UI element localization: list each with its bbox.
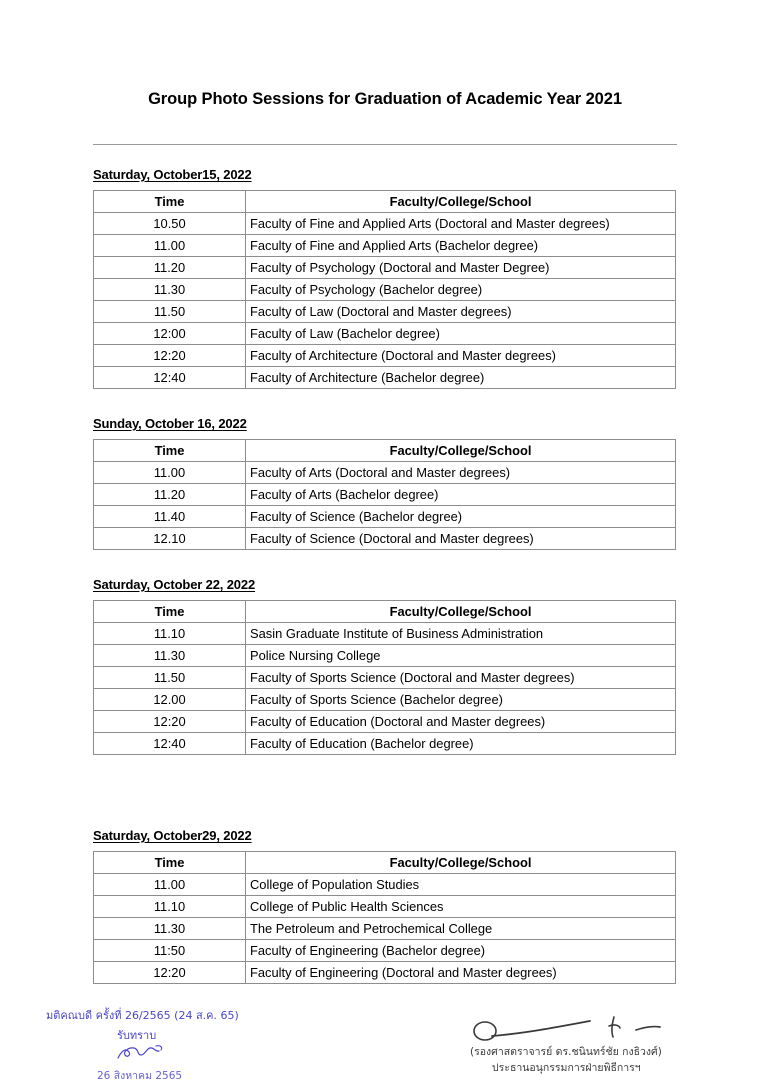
- cell-time: 11:50: [94, 940, 246, 962]
- cell-time: 11.30: [94, 279, 246, 301]
- table-row: [94, 367, 676, 389]
- table-row: [94, 323, 676, 345]
- cell-faculty: Faculty of Architecture (Bachelor degree): [246, 367, 676, 389]
- cell-faculty: Faculty of Architecture (Doctoral and Master degrees): [246, 345, 676, 367]
- schedule-section: [93, 167, 677, 389]
- table-row: [94, 257, 676, 279]
- table-header-row: [94, 440, 676, 462]
- schedule-table: [93, 600, 676, 755]
- cell-time: 12:20: [94, 711, 246, 733]
- schedule-table: [93, 851, 676, 984]
- table-row: [94, 462, 676, 484]
- table-row: [94, 667, 676, 689]
- minutes-reference-note: มติคณบดี ครั้งที่ 26/2565 (24 ส.ค. 65): [46, 1009, 239, 1022]
- chairperson-signature-icon: [468, 1014, 668, 1046]
- column-header-faculty: Faculty/College/School: [246, 440, 676, 462]
- page-title: Group Photo Sessions for Graduation of Academic Year 2021: [148, 90, 622, 108]
- table-row: [94, 711, 676, 733]
- cell-time: 12:40: [94, 733, 246, 755]
- table-row: [94, 484, 676, 506]
- cell-time: 11.00: [94, 874, 246, 896]
- cell-time: 12:40: [94, 367, 246, 389]
- cell-faculty: Faculty of Psychology (Bachelor degree): [246, 279, 676, 301]
- section-date-heading: Saturday, October15, 2022: [93, 167, 252, 182]
- acknowledgement-note: รับทราบ: [117, 1029, 157, 1042]
- cell-time: 10.50: [94, 213, 246, 235]
- signature-name-label: (รองศาสตราจารย์ ดร.ชนินทร์ชัย กงธิวงศ์): [470, 1046, 662, 1058]
- cell-time: 12:20: [94, 962, 246, 984]
- table-row: [94, 940, 676, 962]
- cell-faculty: Faculty of Science (Doctoral and Master degrees): [246, 528, 676, 550]
- table-row: [94, 918, 676, 940]
- document-content: [93, 0, 677, 984]
- cell-time: 11.10: [94, 623, 246, 645]
- cell-faculty: Sasin Graduate Institute of Business Administration: [246, 623, 676, 645]
- cell-faculty: College of Population Studies: [246, 874, 676, 896]
- table-row: [94, 345, 676, 367]
- section-date-heading: Saturday, October29, 2022: [93, 828, 252, 843]
- schedule-table: [93, 190, 676, 389]
- cell-faculty: Faculty of Arts (Bachelor degree): [246, 484, 676, 506]
- table-row: [94, 645, 676, 667]
- cell-time: 11.00: [94, 462, 246, 484]
- table-row: [94, 733, 676, 755]
- table-row: [94, 623, 676, 645]
- column-header-time: Time: [94, 601, 246, 623]
- cell-time: 12:20: [94, 345, 246, 367]
- cell-faculty: The Petroleum and Petrochemical College: [246, 918, 676, 940]
- cell-time: 11.30: [94, 645, 246, 667]
- cell-faculty: Faculty of Sports Science (Bachelor degree): [246, 689, 676, 711]
- table-header-row: [94, 191, 676, 213]
- schedule-sections: [93, 167, 677, 984]
- cell-time: 11.40: [94, 506, 246, 528]
- cell-time: 11.20: [94, 257, 246, 279]
- table-row: [94, 213, 676, 235]
- cell-faculty: Faculty of Engineering (Bachelor degree): [246, 940, 676, 962]
- table-row: [94, 301, 676, 323]
- acknowledgement-date: 26 สิงหาคม 2565: [97, 1070, 183, 1082]
- cell-time: 12:00: [94, 323, 246, 345]
- schedule-section: [93, 577, 677, 755]
- table-row: [94, 874, 676, 896]
- cell-faculty: Faculty of Law (Bachelor degree): [246, 323, 676, 345]
- table-row: [94, 689, 676, 711]
- schedule-section: [93, 828, 677, 984]
- cell-faculty: Faculty of Education (Bachelor degree): [246, 733, 676, 755]
- section-date-heading: Sunday, October 16, 2022: [93, 416, 247, 431]
- column-header-faculty: Faculty/College/School: [246, 191, 676, 213]
- acknowledgement-signature-icon: [112, 1042, 172, 1064]
- cell-faculty: Faculty of Fine and Applied Arts (Doctoral and Master degrees): [246, 213, 676, 235]
- cell-time: 11.00: [94, 235, 246, 257]
- cell-time: 11.50: [94, 301, 246, 323]
- table-header-row: [94, 601, 676, 623]
- cell-faculty: Faculty of Science (Bachelor degree): [246, 506, 676, 528]
- column-header-time: Time: [94, 440, 246, 462]
- column-header-faculty: Faculty/College/School: [246, 601, 676, 623]
- cell-time: 11.30: [94, 918, 246, 940]
- column-header-time: Time: [94, 852, 246, 874]
- signature-role-label: ประธานอนุกรรมการฝ่ายพิธีการฯ: [492, 1062, 641, 1074]
- table-row: [94, 279, 676, 301]
- cell-faculty: Faculty of Sports Science (Doctoral and Master degrees): [246, 667, 676, 689]
- cell-faculty: Faculty of Arts (Doctoral and Master degrees): [246, 462, 676, 484]
- section-date-heading: Saturday, October 22, 2022: [93, 577, 256, 592]
- title-divider: [93, 144, 677, 145]
- table-row: [94, 962, 676, 984]
- schedule-section: [93, 416, 677, 550]
- cell-time: 12.10: [94, 528, 246, 550]
- cell-faculty: Faculty of Engineering (Doctoral and Master degrees): [246, 962, 676, 984]
- column-header-time: Time: [94, 191, 246, 213]
- table-row: [94, 235, 676, 257]
- cell-faculty: Faculty of Fine and Applied Arts (Bachelor degree): [246, 235, 676, 257]
- cell-faculty: Faculty of Psychology (Doctoral and Master Degree): [246, 257, 676, 279]
- cell-time: 12.00: [94, 689, 246, 711]
- cell-faculty: Faculty of Education (Doctoral and Master degrees): [246, 711, 676, 733]
- cell-time: 11.10: [94, 896, 246, 918]
- table-row: [94, 528, 676, 550]
- cell-time: 11.20: [94, 484, 246, 506]
- cell-faculty: College of Public Health Sciences: [246, 896, 676, 918]
- cell-faculty: Police Nursing College: [246, 645, 676, 667]
- table-row: [94, 506, 676, 528]
- table-row: [94, 896, 676, 918]
- schedule-table: [93, 439, 676, 550]
- cell-time: 11.50: [94, 667, 246, 689]
- column-header-faculty: Faculty/College/School: [246, 852, 676, 874]
- cell-faculty: Faculty of Law (Doctoral and Master degrees): [246, 301, 676, 323]
- table-header-row: [94, 852, 676, 874]
